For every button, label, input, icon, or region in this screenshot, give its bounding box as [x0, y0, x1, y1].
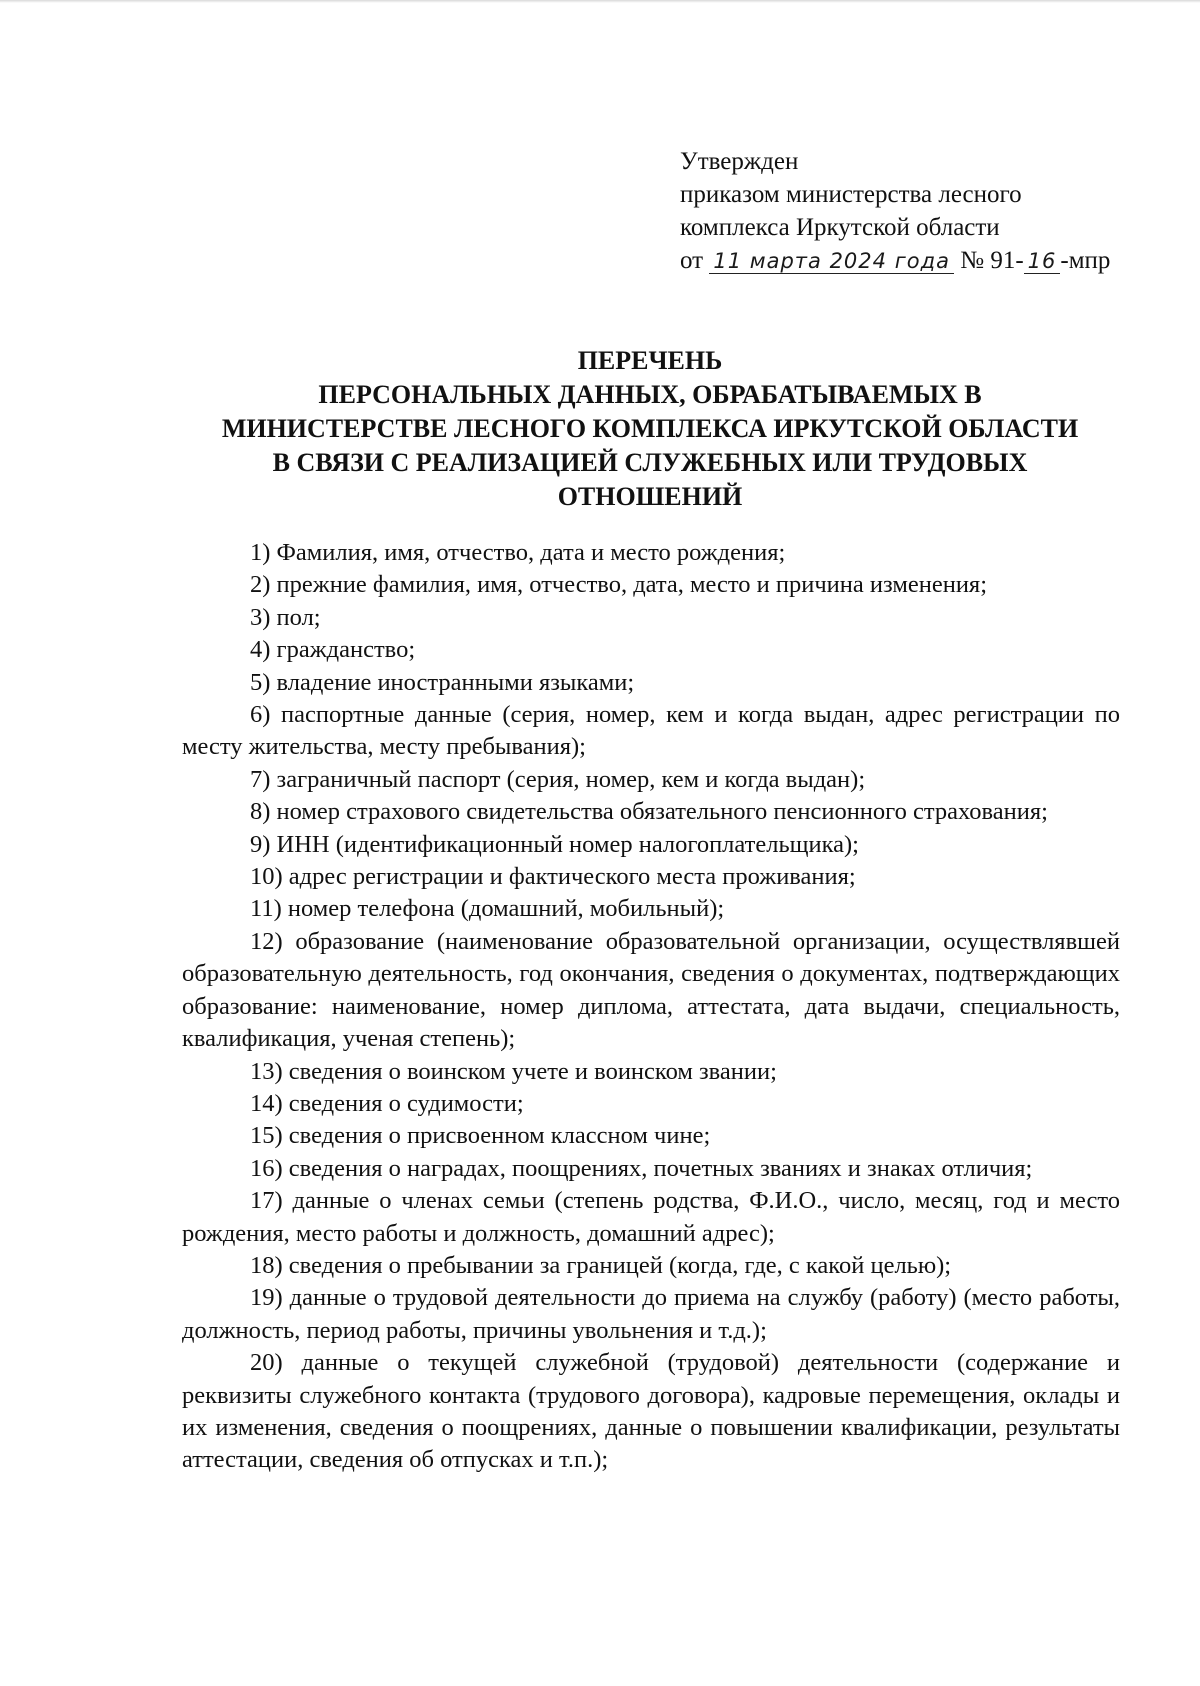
handwritten-date: 11 марта 2024 года — [709, 249, 954, 274]
list-item: 16) сведения о наградах, поощрениях, почетных званиях и знаках отличия; — [250, 1154, 1033, 1182]
approval-line: приказом министерства лесного — [680, 181, 1022, 208]
list-item: 17) данные о членах семьи (степень родства, Ф.И.О., число, месяц, год и место рождения, место работы и должность, домашний адрес); — [182, 1187, 1120, 1247]
list-item: 11) номер телефона (домашний, мобильный); — [250, 895, 725, 923]
list-item: 1) Фамилия, имя, отчество, дата и место рождения; — [250, 539, 786, 566]
title-line: ОТНОШЕНИЙ — [557, 482, 743, 511]
scan-edge — [0, 0, 1200, 3]
list-item: 13) сведения о воинском учете и воинском звании; — [250, 1057, 777, 1085]
list-item: 4) гражданство; — [250, 636, 416, 664]
document-title — [180, 344, 1120, 514]
approval-line: Утвержден — [680, 148, 799, 175]
list-item: 5) владение иностранными языками; — [250, 668, 635, 696]
list-item: 3) пол; — [250, 603, 321, 631]
list-item: 2) прежние фамилия, имя, отчество, дата, место и причина изменения; — [250, 571, 988, 599]
title-line: ПЕРСОНАЛЬНЫХ ДАННЫХ, ОБРАБАТЫВАЕМЫХ В — [318, 380, 982, 409]
list-item: 12) образование (наименование образовательной организации, осуществлявшей образовательную деятельность, год окончания, сведения о документах, подтверждающих образование: наименование, номер диплома, аттестата, дата выдачи, специальность, квалификация, ученая степень); — [182, 927, 1120, 1053]
list-item: 15) сведения о присвоенном классном чине; — [250, 1122, 711, 1150]
list-item: 10) адрес регистрации и фактического места проживания; — [250, 863, 856, 891]
approval-date-line — [680, 244, 1110, 278]
title-line: МИНИСТЕРСТВЕ ЛЕСНОГО КОМПЛЕКСА ИРКУТСКОЙ ОБЛАСТИ — [221, 414, 1079, 443]
handwritten-number: 16 — [1024, 249, 1061, 274]
approval-stamp-block — [680, 145, 1110, 278]
title-line: В СВЯЗИ С РЕАЛИЗАЦИЕЙ СЛУЖЕБНЫХ ИЛИ ТРУДОВЫХ — [272, 448, 1028, 477]
list-item: 9) ИНН (идентификационный номер налогоплательщика); — [250, 830, 859, 858]
title-line: ПЕРЕЧЕНЬ — [577, 346, 723, 375]
list-item: 6) паспортные данные (серия, номер, кем и когда выдан, адрес регистрации по месту жительства, месту пребывания); — [182, 701, 1120, 761]
number-prefix: № 91- — [953, 247, 1024, 274]
number-suffix: -мпр — [1060, 247, 1111, 274]
list-item: 19) данные о трудовой деятельности до приема на службу (работу) (место работы, должность, период работы, причины увольнения и т.д.); — [182, 1284, 1120, 1344]
personal-data-list — [182, 537, 1120, 1477]
list-item: 8) номер страхового свидетельства обязательного пенсионного страхования; — [250, 798, 1048, 826]
list-item: 20) данные о текущей служебной (трудовой) деятельности (содержание и реквизиты служебного контакта (трудового договора), кадровые перемещения, оклады и их изменения, сведения о поощрениях, данные о повышении квалификации, результаты аттестации, сведения об отпусках и т.п.); — [182, 1349, 1120, 1474]
approval-line: комплекса Иркутской области — [680, 214, 1000, 241]
list-item: 14) сведения о судимости; — [250, 1089, 524, 1117]
date-prefix: от — [680, 247, 710, 274]
list-item: 7) заграничный паспорт (серия, номер, кем и когда выдан); — [250, 765, 866, 793]
list-item: 18) сведения о пребывании за границей (когда, где, с какой целью); — [250, 1251, 952, 1279]
